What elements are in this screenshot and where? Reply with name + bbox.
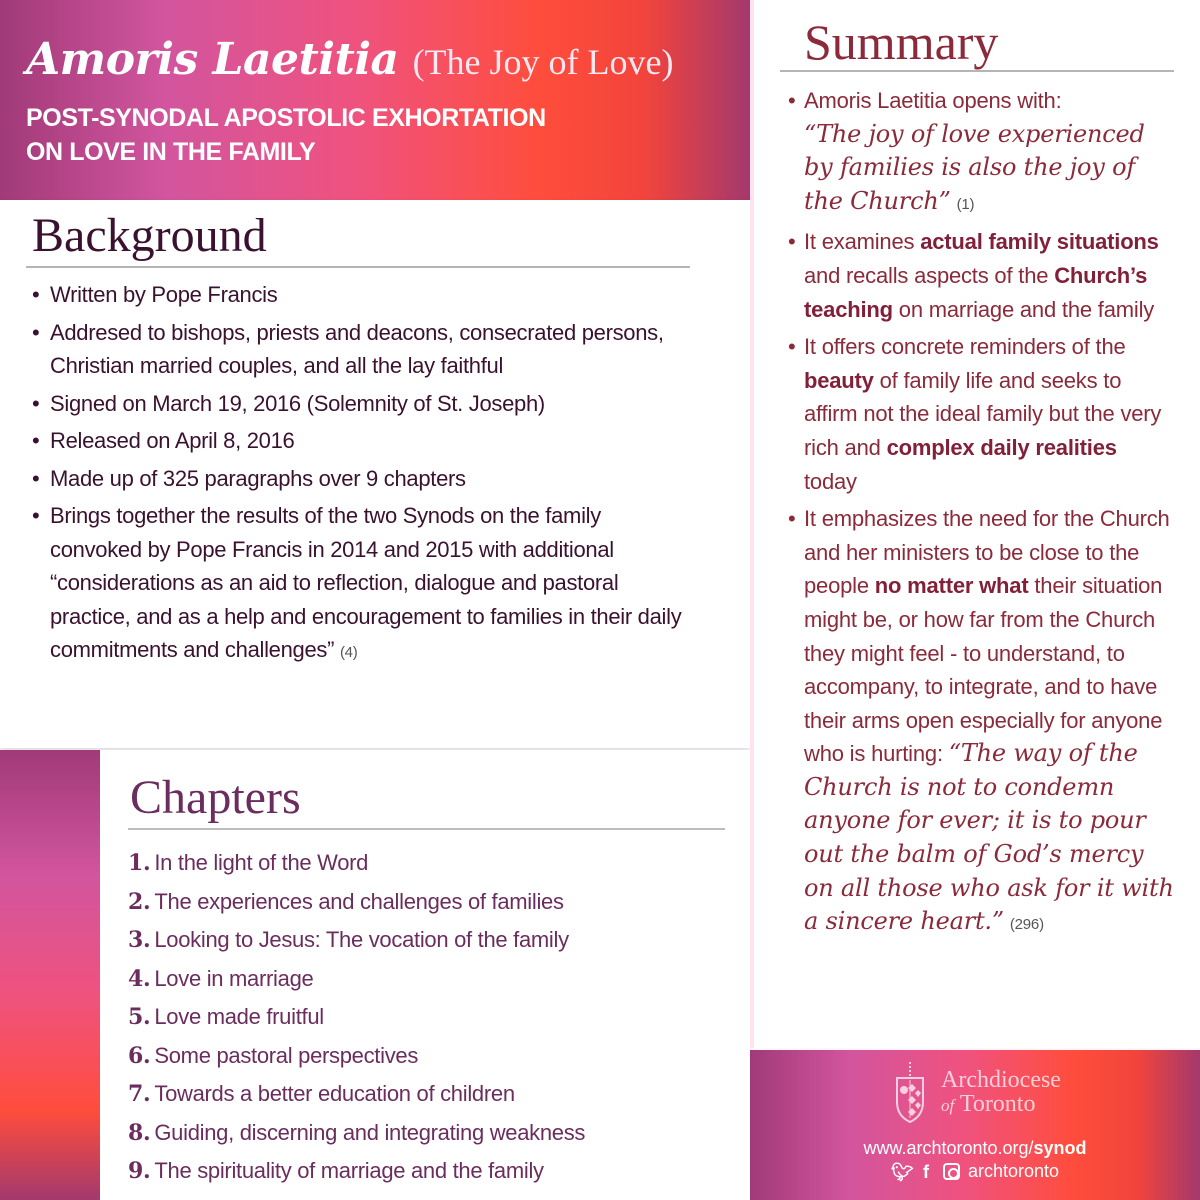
chapter-item bbox=[128, 998, 725, 1037]
emphasis: complex daily realities bbox=[886, 434, 1117, 460]
chapters-heading: Chapters bbox=[128, 770, 725, 830]
footer-banner bbox=[750, 1050, 1200, 1200]
quote: “The way of the Church is not to condemn anyone for ever; it is to pour out the balm of God’s mercy on all those who ask for it with a sincere heart.” bbox=[804, 739, 1174, 936]
paragraph-reference: (296) bbox=[1009, 916, 1044, 934]
org-name-of: of bbox=[941, 1096, 955, 1115]
paragraph-reference: (4) bbox=[339, 644, 358, 661]
facebook-icon[interactable]: f bbox=[922, 1161, 929, 1182]
chapter-number: 6. bbox=[128, 1042, 151, 1069]
chapter-title: Towards a better education of children bbox=[154, 1081, 515, 1106]
chapter-number: 8. bbox=[128, 1119, 151, 1146]
chapter-number: 7. bbox=[128, 1081, 151, 1107]
url-path: synod bbox=[1033, 1138, 1087, 1158]
emphasis: Church’s teaching bbox=[804, 262, 1148, 322]
emphasis: no matter what bbox=[874, 573, 1029, 599]
social-handle[interactable]: archtoronto bbox=[967, 1161, 1060, 1181]
social-links bbox=[750, 1161, 1200, 1182]
chapter-item bbox=[128, 921, 725, 960]
chapter-title: In the light of the Word bbox=[154, 850, 369, 875]
quote: “The joy of love experienced by families is also the joy of the Church” bbox=[804, 119, 1145, 215]
summary-text: of family life and seeks to affirm not the ideal family but the very rich and bbox=[804, 367, 1162, 460]
chapter-title: The spirituality of marriage and the family bbox=[154, 1158, 544, 1183]
chapters-side-strip bbox=[0, 750, 100, 1200]
document-subtitle bbox=[26, 101, 726, 169]
title-row bbox=[26, 34, 726, 85]
background-item: • Signed on March 19, 2016 (Solemnity of St. Joseph) bbox=[26, 387, 690, 421]
summary-item bbox=[780, 225, 1174, 326]
summary-text: on marriage and the family bbox=[892, 296, 1155, 322]
background-item: • Made up of 325 paragraphs over 9 chapters bbox=[26, 462, 690, 496]
document-title: Amoris Laetitia bbox=[26, 34, 399, 85]
chapter-number: 5. bbox=[128, 1004, 151, 1030]
summary-text: and recalls aspects of the bbox=[804, 262, 1055, 288]
chapter-title: Looking to Jesus: The vocation of the family bbox=[154, 927, 569, 952]
org-name-line-1: Archdiocese bbox=[941, 1067, 1061, 1093]
coat-of-arms-icon bbox=[889, 1062, 931, 1124]
emphasis: beauty bbox=[804, 367, 874, 393]
background-item: • Released on April 8, 2016 bbox=[26, 424, 690, 458]
background-list bbox=[26, 278, 690, 670]
chapter-item bbox=[128, 1075, 725, 1114]
chapter-title: Love made fruitful bbox=[154, 1004, 324, 1029]
chapters-section bbox=[100, 750, 750, 1200]
url-base: www.archtoronto.org/ bbox=[863, 1138, 1034, 1158]
chapter-item bbox=[128, 960, 725, 999]
twitter-icon[interactable]: 🐦︎ bbox=[890, 1161, 914, 1182]
document-title-translation: (The Joy of Love) bbox=[412, 42, 674, 82]
summary-list bbox=[780, 84, 1174, 942]
chapter-title: Love in marriage bbox=[154, 965, 314, 991]
background-item: • Addresed to bishops, priests and deacons, consecrated persons, Christian married couples, and all the lay faithful bbox=[26, 316, 690, 383]
chapter-item bbox=[128, 844, 725, 883]
chapter-item bbox=[128, 1037, 725, 1076]
subtitle-line-2: ON LOVE IN THE FAMILY bbox=[26, 138, 316, 166]
background-heading: Background bbox=[26, 208, 690, 268]
summary-heading: Summary bbox=[780, 16, 1174, 72]
summary-text: It offers concrete reminders of the bbox=[804, 334, 1126, 360]
emphasis: actual family situations bbox=[920, 229, 1159, 255]
background-item: • Written by Pope Francis bbox=[26, 278, 690, 312]
chapter-item bbox=[128, 883, 725, 922]
summary-text: today bbox=[804, 468, 857, 494]
chapter-item bbox=[128, 1152, 725, 1191]
paragraph-reference: (1) bbox=[956, 195, 975, 213]
website-link[interactable] bbox=[750, 1138, 1200, 1159]
summary-item bbox=[780, 84, 1174, 221]
chapter-number: 2. bbox=[128, 888, 151, 915]
summary-text: It examines bbox=[804, 229, 921, 255]
chapter-title: Some pastoral perspectives bbox=[154, 1042, 419, 1068]
org-name-line-2: Toronto bbox=[959, 1091, 1036, 1117]
chapter-title: Guiding, discerning and integrating weakness bbox=[154, 1119, 586, 1145]
chapter-number: 3. bbox=[128, 927, 151, 953]
summary-item bbox=[780, 330, 1174, 498]
chapter-item bbox=[128, 1114, 725, 1153]
background-item-text: Brings together the results of the two Synods on the family convoked by Pope Francis in 2014 and 2015 with additional “considerations as an aid to reflection, dialogue and pastoral practice, and as a help and encouragement to families in their daily commitments and challenges” bbox=[50, 503, 682, 662]
summary-section bbox=[750, 0, 1200, 1048]
summary-item bbox=[780, 502, 1174, 942]
chapter-number: 9. bbox=[128, 1158, 151, 1184]
subtitle-line-1: POST-SYNODAL APOSTOLIC EXHORTATION bbox=[26, 104, 546, 132]
chapters-list bbox=[128, 844, 725, 1191]
summary-text: their situation might be, or how far from the Church they might feel - to understand, to accompany, to integrate, and to have their arms open especially for anyone who is hurting: bbox=[804, 573, 1163, 767]
summary-text: Amoris Laetitia opens with: bbox=[804, 88, 1062, 113]
archdiocese-logo bbox=[750, 1062, 1200, 1124]
summary-text: It emphasizes the need for the Church and her ministers to be close to the people bbox=[804, 506, 1170, 599]
chapter-title: The experiences and challenges of families bbox=[154, 888, 564, 914]
archdiocese-name bbox=[941, 1068, 1061, 1118]
background-item bbox=[26, 499, 690, 670]
background-section bbox=[0, 200, 750, 748]
chapter-number: 1. bbox=[128, 850, 151, 876]
instagram-icon[interactable] bbox=[943, 1163, 960, 1180]
header-banner bbox=[0, 0, 750, 200]
chapter-number: 4. bbox=[128, 965, 151, 992]
